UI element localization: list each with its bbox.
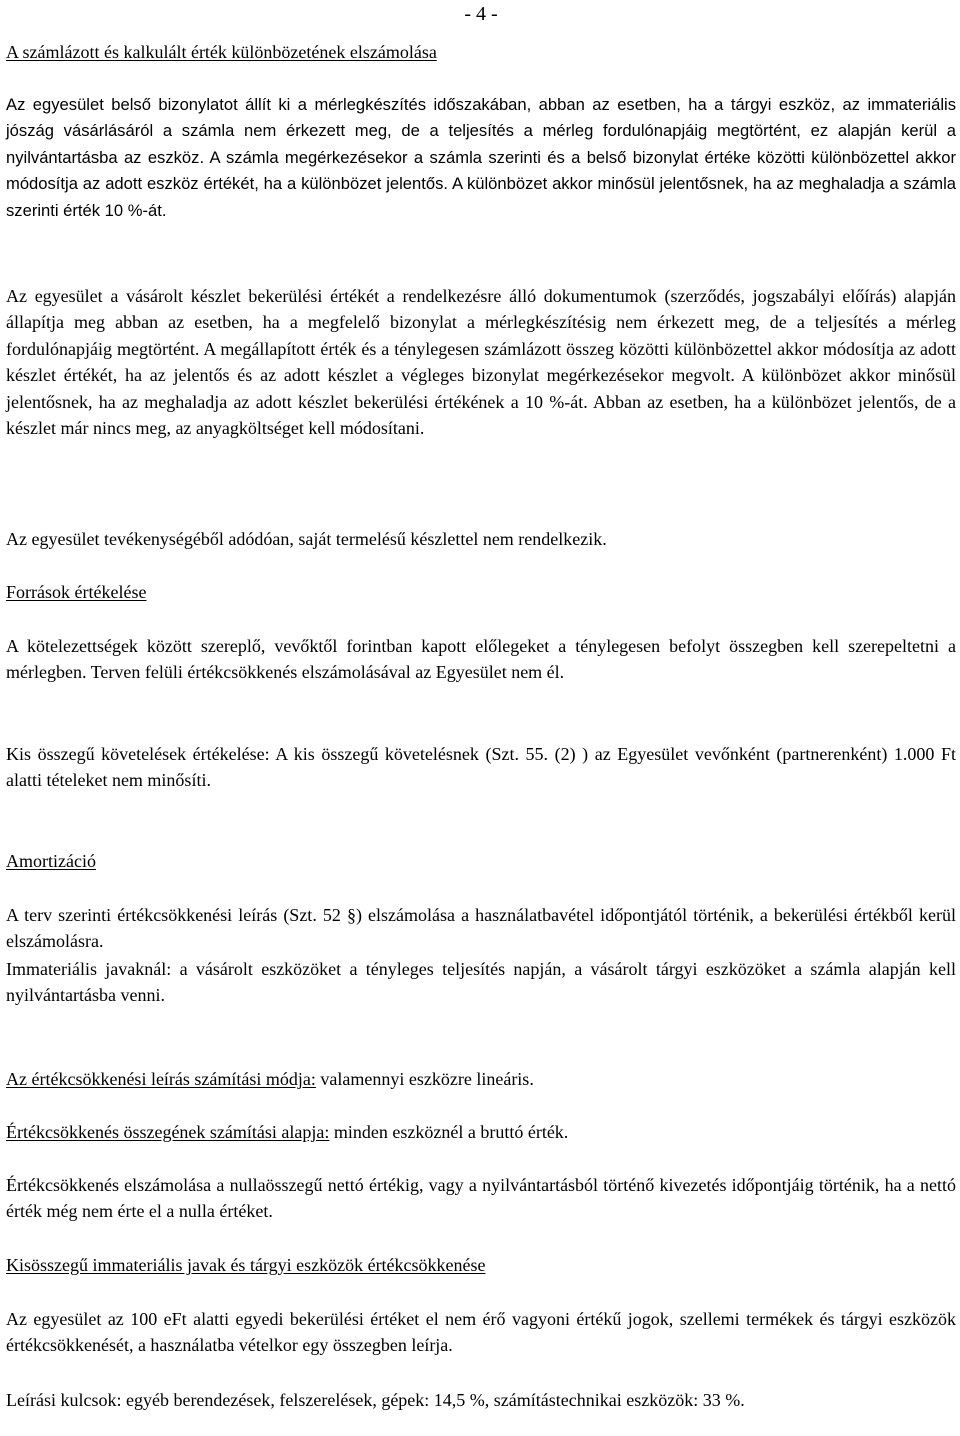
paragraph-label: Értékcsökkenés összegének számítási alapja: (6, 1122, 330, 1142)
paragraph: Leírási kulcsok: egyéb berendezések, felszerelések, gépek: 14,5 %, számítástechnikai eszközök: 33 %. (6, 1390, 745, 1410)
labeled-paragraph (6, 1066, 956, 1092)
section-heading: A számlázott és kalkulált érték különbözetének elszámolása (6, 42, 437, 62)
paragraph: Értékcsökkenés elszámolása a nullaösszegű nettó értékig, vagy a nyilvántartásból történő kivezetés időpontjáig történik, ha a nettó érték még nem érte el a nulla értéket. (6, 1175, 956, 1222)
paragraph: A terv szerinti értékcsökkenési leírás (Szt. 52 §) elszámolása a használatbavétel időpontjától történik, a bekerülési értékből kerül elszámolásra. (6, 905, 956, 952)
section-heading: Kisösszegű immateriális javak és tárgyi eszközök értékcsökkenése (6, 1255, 486, 1275)
labeled-paragraph (6, 1119, 956, 1145)
section-heading: Források értékelése (6, 582, 147, 602)
paragraph: Az egyesület az 100 eFt alatti egyedi bekerülési értéket el nem érő vagyoni értékű jogok, szellemi termékek és tárgyi eszközök értékcsökkenését, a használatba vételkor egy összegben leírja. (6, 1309, 956, 1356)
section-heading: Amortizáció (6, 851, 96, 871)
paragraph-label: Az értékcsökkenési leírás számítási módja: (6, 1069, 316, 1089)
paragraph-text: valamennyi eszközre lineáris. (315, 1069, 534, 1089)
paragraph: A kötelezettségek között szereplő, vevőktől forintban kapott előlegeket a ténylegesen befolyt összegben kell szerepeltetni a mérlegben. Terven felüli értékcsökkenés elszámolásával az Egyesület nem él. (6, 636, 956, 683)
paragraph: Az egyesület a vásárolt készlet bekerülési értékét a rendelkezésre álló dokumentumok (szerződés, jogszabályi előírás) alapján állapítja meg abban az esetben, ha a megfelelő bizonylat a mérlegkészítésig nem érkezett meg, de a teljesítés a mérleg fordulónapjáig megtörtént. A megállapított érték és a ténylegesen számlázott összeg közötti különbözettel akkor módosítja az adott készlet értékét, ha az jelentős és az adott készlet a végleges bizonylat megérkezésekor megvolt. A különbözet akkor minősül jelentősnek, ha az meghaladja az adott készlet bekerülési értékének a 10 %-át. Abban az esetben, ha a különbözet jelentős, de a készlet már nincs meg, az anyagköltséget kell módosítani. (6, 286, 956, 439)
paragraph: Kis összegű követelések értékelése: A kis összegű követelésnek (Szt. 55. (2) ) az Egyesület vevőnként (partnerenként) 1.000 Ft alatti tételeket nem minősíti. (6, 744, 956, 791)
page-number: - 4 - (464, 3, 498, 25)
paragraph: Az egyesület belső bizonylatot állít ki a mérlegkészítés időszakában, abban az esetben, ha a tárgyi eszköz, az immateriális jószág vásárlásáról a számla nem érkezett meg, de a teljesítés a mérleg fordulónapjáig megtörtént, ez alapján kerül a nyilvántartásba az eszköz. A számla megérkezésekor a számla szerinti és a belső bizonylat értéke közötti különbözettel akkor módosítja az adott eszköz értékét, ha a különbözet jelentős. A különbözet akkor minősül jelentősnek, ha az meghaladja a számla szerinti érték 10 %-át. (6, 95, 956, 220)
paragraph: Az egyesület tevékenységéből adódóan, saját termelésű készlettel nem rendelkezik. (6, 529, 607, 549)
paragraph-text: minden eszköznél a bruttó érték. (329, 1122, 569, 1142)
paragraph: Immateriális javaknál: a vásárolt eszközöket a tényleges teljesítés napján, a vásárolt tárgyi eszközöket a számla alapján kell nyilvántartásba venni. (6, 959, 956, 1006)
